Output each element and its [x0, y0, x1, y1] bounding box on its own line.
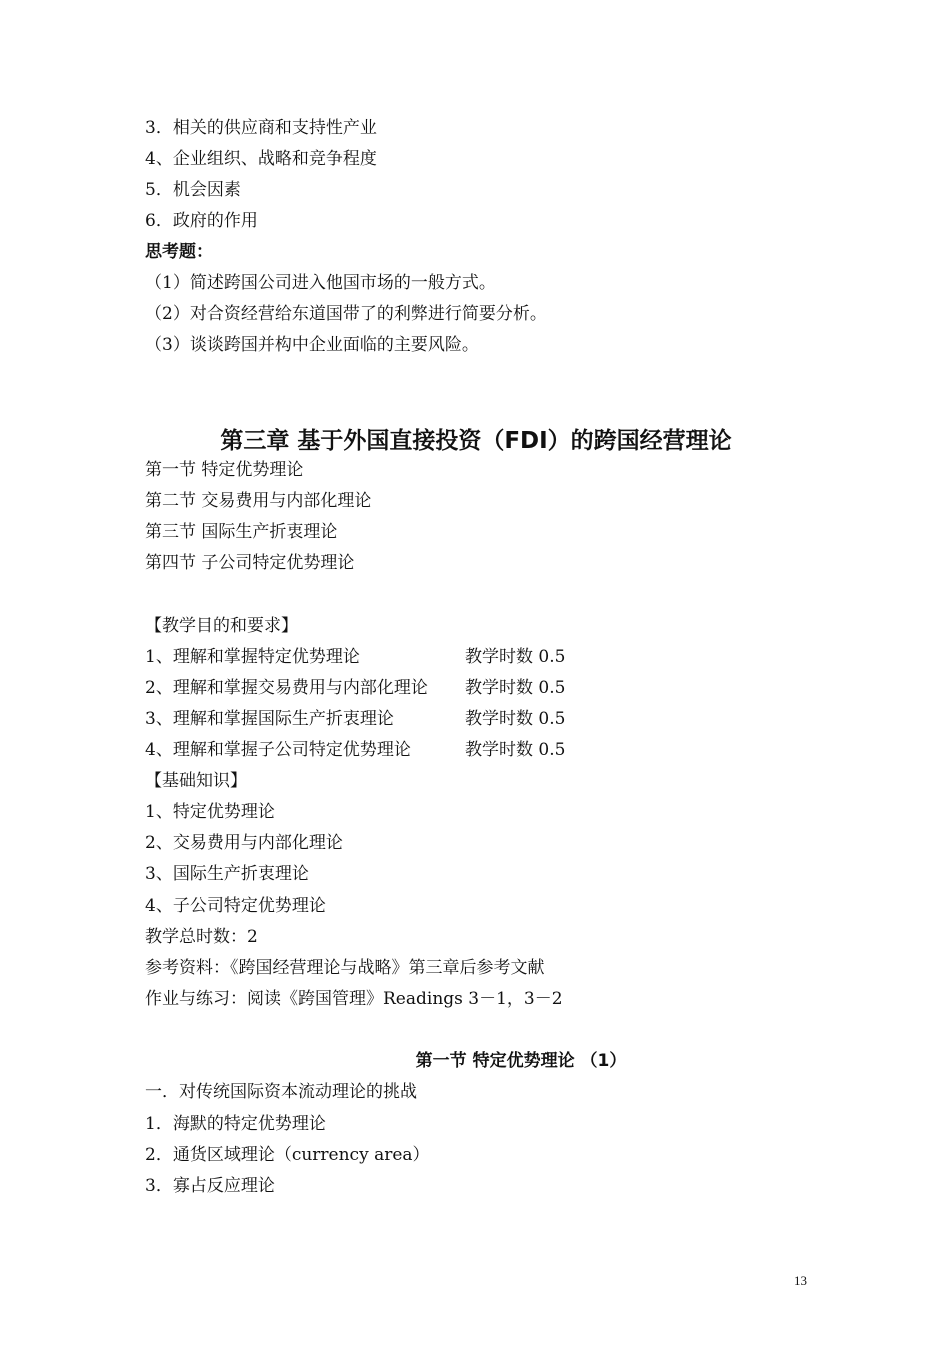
objective-hours: 教学时数 0.5	[465, 678, 566, 698]
objectives-heading: 【教学目的和要求】	[145, 616, 298, 636]
basics-item: 3、国际生产折衷理论	[145, 864, 309, 884]
objective-row	[145, 647, 565, 667]
objective-text: 3、理解和掌握国际生产折衷理论	[145, 709, 394, 729]
question-item: （1）简述跨国公司进入他国市场的一般方式。	[145, 273, 496, 293]
list-item: 4、企业组织、战略和竞争程度	[145, 149, 377, 169]
section1-heading: 一．对传统国际资本流动理论的挑战	[145, 1082, 417, 1102]
list-item: 6．政府的作用	[145, 211, 258, 231]
section-item: 第二节 交易费用与内部化理论	[145, 491, 372, 511]
question-item: （2）对合资经营给东道国带了的利弊进行简要分析。	[145, 304, 547, 324]
objective-row	[145, 678, 565, 698]
section1-item: 3．寡占反应理论	[145, 1176, 275, 1196]
section1-title: 第一节 特定优势理论 （1）	[415, 1051, 627, 1071]
basics-item: 1、特定优势理论	[145, 802, 275, 822]
section-item: 第四节 子公司特定优势理论	[145, 553, 355, 573]
objective-row	[145, 740, 565, 760]
chapter-title: 第三章 基于外国直接投资（FDI）的跨国经营理论	[220, 428, 732, 454]
section-item: 第三节 国际生产折衷理论	[145, 522, 338, 542]
questions-heading: 思考题：	[145, 242, 213, 262]
objective-text: 4、理解和掌握子公司特定优势理论	[145, 740, 411, 760]
section1-item: 1．海默的特定优势理论	[145, 1114, 326, 1134]
objective-text: 2、理解和掌握交易费用与内部化理论	[145, 678, 428, 698]
basics-item: 4、子公司特定优势理论	[145, 896, 326, 916]
section-item: 第一节 特定优势理论	[145, 460, 304, 480]
objective-hours: 教学时数 0.5	[465, 647, 566, 667]
question-item: （3）谈谈跨国并构中企业面临的主要风险。	[145, 335, 479, 355]
basics-item: 2、交易费用与内部化理论	[145, 833, 343, 853]
references: 参考资料：《跨国经营理论与战略》第三章后参考文献	[145, 958, 545, 978]
objective-hours: 教学时数 0.5	[465, 709, 566, 729]
objective-row	[145, 709, 565, 729]
section1-item: 2．通货区域理论（currency area）	[145, 1145, 430, 1165]
total-hours: 教学总时数：2	[145, 927, 258, 947]
list-item: 3．相关的供应商和支持性产业	[145, 118, 377, 138]
objective-hours: 教学时数 0.5	[465, 740, 566, 760]
list-item: 5．机会因素	[145, 180, 241, 200]
homework: 作业与练习：阅读《跨国管理》Readings 3－1，3－2	[145, 989, 563, 1009]
objective-text: 1、理解和掌握特定优势理论	[145, 647, 360, 667]
page-number: 13	[794, 1273, 807, 1288]
basics-heading: 【基础知识】	[145, 771, 247, 791]
